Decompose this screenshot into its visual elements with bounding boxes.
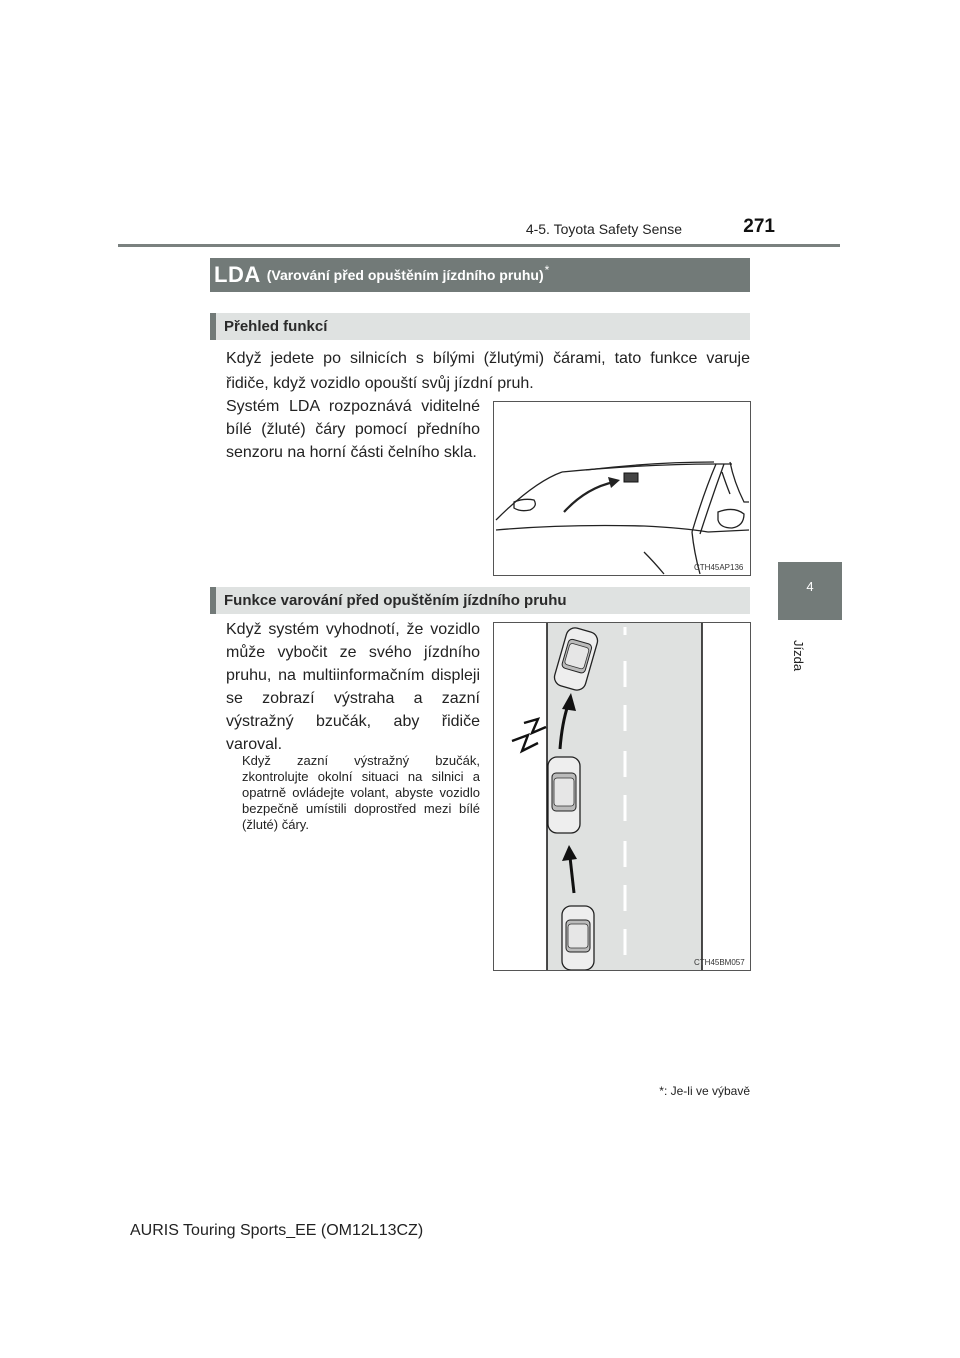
page-title-bar bbox=[210, 258, 750, 292]
overview-paragraph: Systém LDA rozpoznává viditelné bílé (žluté) čáry pomocí předního senzoru na horní části čelního skla. bbox=[226, 398, 480, 461]
car-bottom bbox=[562, 906, 594, 970]
figure-code-2: CTH45BM057 bbox=[694, 958, 745, 967]
car-middle bbox=[548, 757, 580, 833]
chapter-label bbox=[790, 640, 810, 700]
section-heading-warning: Funkce varování před opuštěním jízdního pruhu bbox=[224, 592, 567, 609]
figure-windshield-sensor bbox=[493, 401, 751, 576]
page-subtitle: (Varování před opuštěním jízdního pruhu) bbox=[266, 267, 544, 283]
footnote: *: Je-li ve výbavě bbox=[659, 1084, 750, 1098]
page-title: LDA bbox=[214, 262, 261, 287]
page-number: 271 bbox=[743, 216, 775, 237]
section-heading-bar-warning bbox=[210, 587, 750, 614]
footnote-star: * bbox=[544, 263, 550, 277]
warning-paragraph: Když systém vyhodnotí, že vozidlo může vybočit ze svého jízdního pruhu, na multiinformačním displeji se zobrazí výstraha a zazní výstražný bzučák, aby řidiče varoval. bbox=[226, 621, 480, 753]
section-heading-overview: Přehled funkcí bbox=[224, 318, 328, 335]
header-rule bbox=[118, 244, 840, 247]
chapter-label-text: Jízda bbox=[791, 640, 806, 672]
figure-code-1: CTH45AP136 bbox=[694, 563, 744, 572]
warning-note: Když zazní výstražný bzučák, zkontrolujte okolní situaci na silnici a opatrně ovládejte volant, abyste vozidlo bezpečně umístili doprostřed mezi bílé (žluté) čáry. bbox=[242, 753, 480, 832]
overview-intro: Když jedete po silnicích s bílými (žlutými) čárami, tato funkce varuje řidiče, když vozidlo opouští svůj jízdní pruh. bbox=[226, 350, 750, 392]
windshield-illustration bbox=[494, 402, 750, 575]
chapter-number: 4 bbox=[806, 579, 814, 594]
figure-lane-departure bbox=[493, 622, 751, 971]
lane-departure-illustration bbox=[494, 623, 750, 970]
section-heading-bar-overview bbox=[210, 313, 750, 340]
footer-model: AURIS Touring Sports_EE (OM12L13CZ) bbox=[130, 1222, 424, 1239]
running-header-section: 4-5. Toyota Safety Sense bbox=[525, 221, 682, 237]
